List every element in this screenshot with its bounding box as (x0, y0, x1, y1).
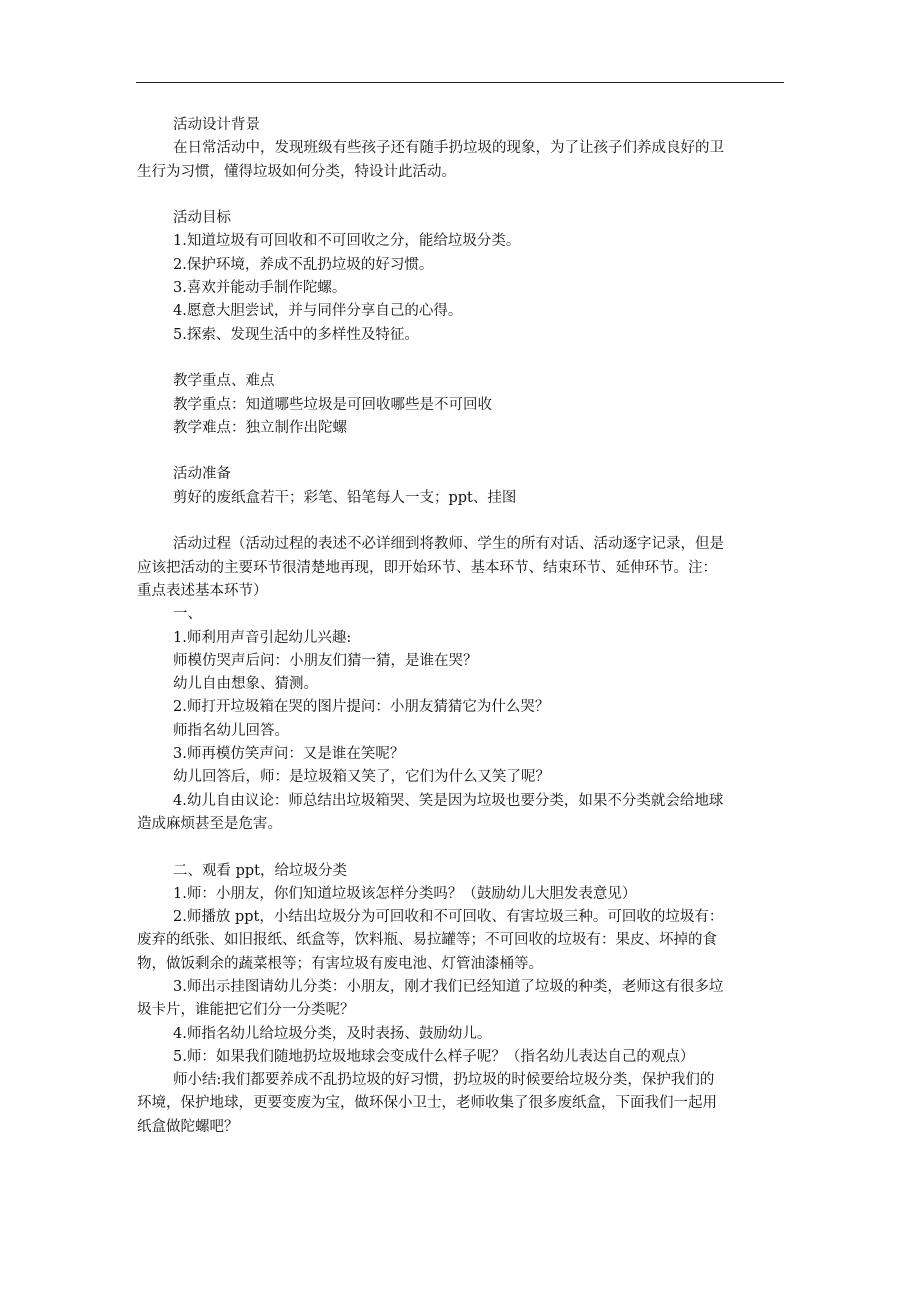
text-line: 2.师打开垃圾箱在哭的图片提问：小朋友猜猜它为什么哭？ (173, 699, 550, 716)
text-line: 4.幼儿自由议论：师总结出垃圾箱哭、笑是因为垃圾也要分类，如果不分类就会给地球 (173, 792, 724, 809)
header-rule (136, 82, 784, 83)
text-line: 5.探索、发现生活中的多样性及特征。 (173, 326, 419, 343)
text-line: 1.知道垃圾有可回收和不可回收之分，能给垃圾分类。 (173, 233, 521, 250)
text-line: 师指名幼儿回答。 (173, 722, 289, 739)
text-line: 幼儿自由想象、猜测。 (173, 676, 318, 693)
text-line: 物，做饭剩余的蔬菜根等；有害垃圾有废电池、灯管油漆桶等。 (137, 955, 543, 972)
blank-line (137, 440, 787, 463)
text-line: 2.保护环境，养成不乱扔垃圾的好习惯。 (173, 256, 434, 273)
blank-line (137, 184, 787, 207)
text-line: 造成麻烦甚至是危害。 (137, 815, 282, 832)
text-line: 一、 (173, 606, 202, 623)
text-line: 1.师：小朋友，你们知道垃圾该怎样分类吗？（鼓励幼儿大胆发表意见） (173, 885, 637, 902)
text-line: 2.师播放 ppt，小结出垃圾分为可回收和不可回收、有害垃圾三种。可回收的垃圾有： (173, 909, 724, 926)
text-line: 二、观看 ppt，给垃圾分类 (173, 862, 347, 879)
text-line: 剪好的废纸盒若干；彩笔、铅笔每人一支；ppt、挂图 (173, 489, 517, 506)
text-line: 应该把活动的主要环节很清楚地再现，即开始环节、基本环节、结束环节、延伸环节。注： (137, 559, 717, 576)
blank-line (137, 836, 787, 859)
text-line: 师模仿哭声后问：小朋友们猜一猜，是谁在哭？ (173, 652, 478, 669)
text-line: 活动准备 (173, 466, 231, 483)
text-line: 幼儿回答后，师：是垃圾箱又笑了，它们为什么又笑了呢？ (173, 769, 550, 786)
text-line: 重点表述基本环节） (137, 582, 268, 599)
document-body (137, 114, 787, 1139)
text-line: 1.师利用声音引起幼儿兴趣: (173, 629, 352, 646)
text-line: 活动设计背景 (173, 117, 260, 133)
text-line: 活动过程（活动过程的表述不必详细到将教师、学生的所有对话、活动逐字记录，但是 (173, 536, 724, 553)
text-line: 生行为习惯，懂得垃圾如何分类，特设计此活动。 (137, 163, 456, 180)
text-line: 教学难点：独立制作出陀螺 (173, 419, 347, 436)
text-line: 环境，保护地球，更要变废为宝，做环保小卫士，老师收集了很多废纸盒，下面我们一起用 (137, 1095, 717, 1112)
text-line: 纸盒做陀螺吧？ (137, 1118, 239, 1135)
text-line: 3.师出示挂图请幼儿分类：小朋友，刚才我们已经知道了垃圾的种类，老师这有很多垃 (173, 978, 724, 995)
text-line: 教学重点、难点 (173, 373, 275, 390)
blank-line (137, 347, 787, 370)
text-line: 在日常活动中，发现班级有些孩子还有随手扔垃圾的现象，为了让孩子们养成良好的卫 (173, 140, 724, 157)
text-line: 活动目标 (173, 210, 231, 227)
text-line: 5.师：如果我们随地扔垃圾地球会变成什么样子呢？（指名幼儿表达自己的观点） (173, 1048, 695, 1065)
text-line: 废弃的纸张、如旧报纸、纸盒等，饮料瓶、易拉罐等；不可回收的垃圾有：果皮、坏掉的食 (137, 932, 717, 949)
text-line: 教学重点：知道哪些垃圾是可回收哪些是不可回收 (173, 396, 492, 413)
text-line: 师小结:我们都要养成不乱扔垃圾的好习惯，扔垃圾的时候要给垃圾分类，保护我们的 (173, 1072, 715, 1089)
blank-line (137, 510, 787, 533)
text-line: 4.师指名幼儿给垃圾分类，及时表扬、鼓励幼儿。 (173, 1025, 492, 1042)
text-line: 3.师再模仿笑声问：又是谁在笑呢？ (173, 746, 405, 763)
text-line: 圾卡片，谁能把它们分一分类呢？ (137, 1002, 355, 1019)
text-line: 3.喜欢并能动手制作陀螺。 (173, 280, 347, 297)
text-line: 4.愿意大胆尝试，并与同伴分享自己的心得。 (173, 303, 463, 320)
